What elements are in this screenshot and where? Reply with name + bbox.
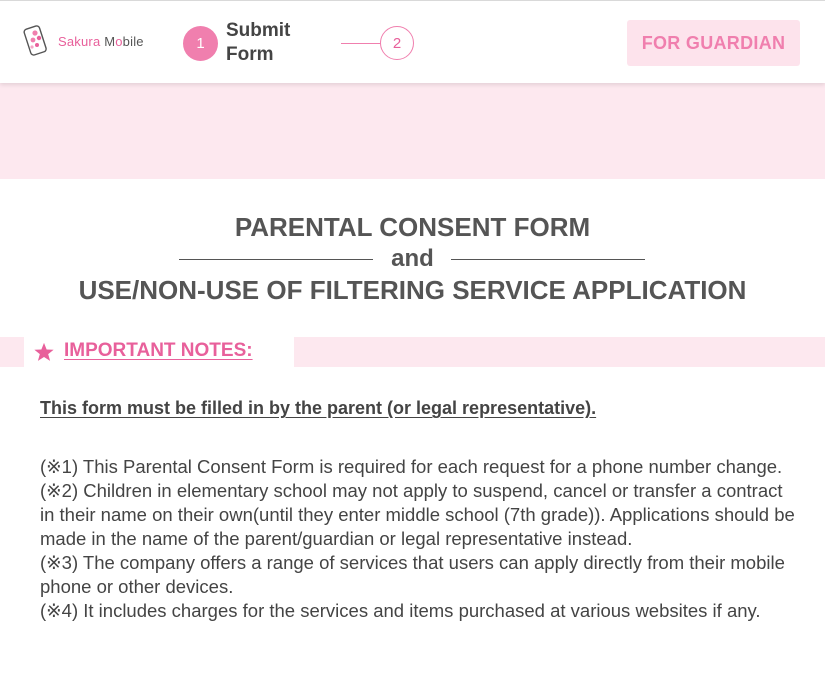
sakura-mobile-logo[interactable] [22, 24, 144, 58]
guardian-requirement-text: This form must be filled in by the parent (or legal representative). [40, 398, 597, 418]
note-item: (※4) It includes charges for the services and items purchased at various websites if any. [40, 600, 761, 621]
notes-bar-bg-right [294, 337, 825, 367]
hero-banner [0, 83, 825, 179]
title-and-row [0, 244, 825, 274]
top-header [0, 0, 825, 83]
notes-list [40, 455, 800, 623]
important-notes-bar [0, 337, 825, 367]
for-guardian-button[interactable]: FOR GUARDIAN [627, 20, 800, 66]
step-connector [341, 43, 383, 44]
important-notes-heading: IMPORTANT NOTES: [64, 340, 253, 361]
divider-left [179, 259, 373, 260]
title-line-2: USE/NON-USE OF FILTERING SERVICE APPLICATION [78, 275, 747, 305]
title-line-1: PARENTAL CONSENT FORM [234, 212, 591, 242]
phone-blossom-icon [22, 24, 52, 58]
step-1-indicator: 1 [183, 26, 218, 61]
note-item: (※3) The company offers a range of services that users can apply directly from their mobile phone or other devices. [40, 552, 785, 597]
note-item: (※2) Children in elementary school may not apply to suspend, cancel or transfer a contract in their name on their own(until they enter middle school (7th grade)). Applications should be made in the name of the parent/guardian or legal representative instead. [40, 480, 795, 549]
star-icon [33, 342, 55, 362]
title-and: and [391, 245, 434, 272]
form-title [0, 210, 825, 307]
divider-right [451, 259, 645, 260]
notes-bar-bg-left [0, 337, 24, 367]
note-item: (※1) This Parental Consent Form is required for each request for a phone number change. [40, 456, 783, 477]
logo-wordmark: Sakura Mobile [58, 33, 144, 49]
step-2-indicator: 2 [380, 26, 414, 60]
step-1-label: Submit Form [226, 20, 291, 65]
